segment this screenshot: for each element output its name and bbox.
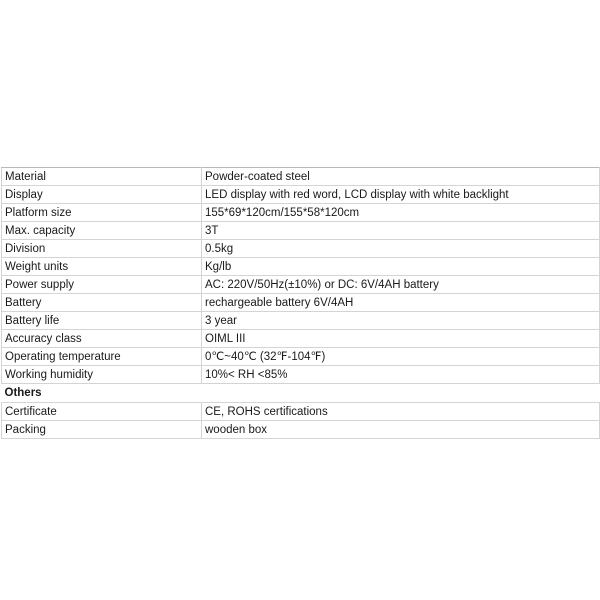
spec-label: Max. capacity xyxy=(2,222,202,240)
spec-row xyxy=(2,403,600,421)
section-header: Others xyxy=(2,384,600,403)
spec-value: Powder-coated steel xyxy=(202,168,600,186)
spec-value: LED display with red word, LCD display with white backlight xyxy=(202,186,600,204)
spec-value: Kg/lb xyxy=(202,258,600,276)
spec-label: Weight units xyxy=(2,258,202,276)
spec-row xyxy=(2,348,600,366)
spec-label: Packing xyxy=(2,421,202,439)
spec-label: Operating temperature xyxy=(2,348,202,366)
spec-label: Display xyxy=(2,186,202,204)
spec-row xyxy=(2,276,600,294)
spec-label: Accuracy class xyxy=(2,330,202,348)
spec-row xyxy=(2,421,600,439)
spec-label: Working humidity xyxy=(2,366,202,384)
spec-value: OIML III xyxy=(202,330,600,348)
spec-row xyxy=(2,204,600,222)
spec-table xyxy=(1,167,600,439)
spec-value: AC: 220V/50Hz(±10%) or DC: 6V/4AH battery xyxy=(202,276,600,294)
spec-value: wooden box xyxy=(202,421,600,439)
spec-row xyxy=(2,222,600,240)
spec-row xyxy=(2,312,600,330)
spec-label: Platform size xyxy=(2,204,202,222)
spec-row xyxy=(2,294,600,312)
spec-label: Material xyxy=(2,168,202,186)
spec-row xyxy=(2,240,600,258)
spec-value: CE, ROHS certifications xyxy=(202,403,600,421)
spec-row xyxy=(2,258,600,276)
spec-row xyxy=(2,330,600,348)
spec-label: Battery life xyxy=(2,312,202,330)
spec-value: 0℃~40℃ (32℉-104℉) xyxy=(202,348,600,366)
spec-label: Battery xyxy=(2,294,202,312)
spec-value: 0.5kg xyxy=(202,240,600,258)
spec-label: Division xyxy=(2,240,202,258)
spec-value: 3T xyxy=(202,222,600,240)
spec-value: 10%< RH <85% xyxy=(202,366,600,384)
spec-value: rechargeable battery 6V/4AH xyxy=(202,294,600,312)
spec-row xyxy=(2,366,600,384)
spec-table-body xyxy=(2,168,600,439)
spec-label: Certificate xyxy=(2,403,202,421)
spec-row xyxy=(2,168,600,186)
spec-label: Power supply xyxy=(2,276,202,294)
spec-value: 3 year xyxy=(202,312,600,330)
spec-row xyxy=(2,186,600,204)
spec-value: 155*69*120cm/155*58*120cm xyxy=(202,204,600,222)
section-header-row xyxy=(2,384,600,403)
